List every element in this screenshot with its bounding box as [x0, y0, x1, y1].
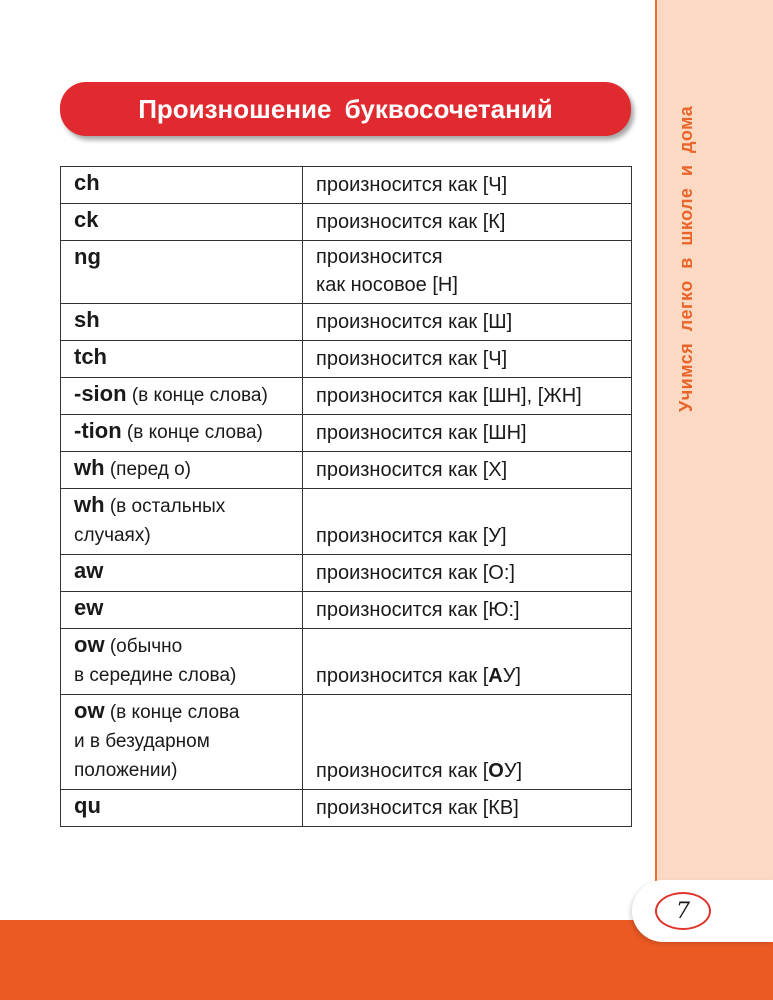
table-row — [61, 167, 632, 204]
table-row — [61, 555, 632, 592]
table-row — [61, 304, 632, 341]
pronunciation-text: произносится как [К] — [316, 211, 506, 233]
page-title: Произношение буквосочетаний — [60, 82, 631, 136]
table-row — [61, 341, 632, 378]
letter-combination: -tion — [74, 418, 122, 443]
pronunciation-text: произносится как [Ч] — [316, 174, 508, 196]
table-row — [61, 241, 632, 304]
table-row — [61, 204, 632, 241]
usage-note: (перед o) — [104, 459, 191, 480]
usage-note: (обычно в середине слова) — [74, 636, 237, 686]
letter-combination: sh — [74, 307, 100, 332]
pronunciation-cell — [303, 452, 632, 489]
pronunciation-cell — [303, 204, 632, 241]
pronunciation-cell — [303, 378, 632, 415]
letter-combination-cell — [61, 452, 303, 489]
letter-combination: tch — [74, 344, 107, 369]
letter-combination-cell — [61, 167, 303, 204]
pronunciation-text: произносится как [Ш] — [316, 311, 513, 333]
table-row — [61, 378, 632, 415]
pronunciation-cell — [303, 304, 632, 341]
letter-combination-cell — [61, 415, 303, 452]
pronunciation-cell — [303, 592, 632, 629]
letter-combination: qu — [74, 793, 101, 818]
pronunciation-text: произносится как [Ю:] — [316, 599, 520, 621]
sidebar-text: Учимся легко в школе и дома — [676, 105, 696, 412]
pronunciation-cell — [303, 790, 632, 827]
letter-combination: wh — [74, 492, 105, 517]
letter-combination-cell — [61, 341, 303, 378]
table-row — [61, 489, 632, 555]
letter-combination: wh — [74, 455, 105, 480]
usage-note: (в конце слова) — [126, 385, 268, 406]
letter-combination-cell — [61, 304, 303, 341]
letter-combination: aw — [74, 558, 104, 583]
pronunciation-text: произносится как [О:] — [316, 562, 515, 584]
pronunciation-cell — [303, 167, 632, 204]
table-row — [61, 695, 632, 790]
pronunciation-text: произносится как [У] — [316, 525, 507, 547]
pronunciation-cell — [303, 341, 632, 378]
letter-combination-cell — [61, 378, 303, 415]
letter-combination-cell — [61, 790, 303, 827]
letter-combination-cell — [61, 695, 303, 790]
letter-combination: ck — [74, 207, 99, 232]
pronunciation-text: произносится как [ШН], [ЖН] — [316, 385, 582, 407]
pronunciation-cell — [303, 489, 632, 555]
stressed-letter: А — [488, 665, 503, 687]
pronunciation-text: произносится как [ — [316, 665, 489, 687]
pronunciation-text: произносится как [КВ] — [316, 797, 519, 819]
side-strip — [655, 0, 773, 920]
pronunciation-cell — [303, 555, 632, 592]
usage-note: (в конце слова) — [121, 422, 263, 443]
table-row — [61, 592, 632, 629]
pronunciation-table — [60, 166, 632, 827]
letter-combination-cell — [61, 629, 303, 695]
letter-combination-cell — [61, 592, 303, 629]
table-row — [61, 452, 632, 489]
pronunciation-text: произносится как [ШН] — [316, 422, 527, 444]
pronunciation-cell — [303, 695, 632, 790]
stressed-letter: О — [488, 760, 504, 782]
letter-combination-cell — [61, 489, 303, 555]
pronunciation-cell — [303, 415, 632, 452]
letter-combination: ch — [74, 170, 100, 195]
table-row — [61, 415, 632, 452]
letter-combination: ow — [74, 698, 105, 723]
pronunciation-cell — [303, 241, 632, 304]
page-number: 7 — [655, 892, 711, 930]
table-row — [61, 790, 632, 827]
usage-note: (в конце слова и в безударном положении) — [74, 702, 240, 781]
letter-combination-cell — [61, 204, 303, 241]
pronunciation-text: произносится как носовое [Н] — [316, 246, 458, 296]
letter-combination-cell — [61, 241, 303, 304]
letter-combination: ng — [74, 244, 101, 269]
pronunciation-cell — [303, 629, 632, 695]
letter-combination-cell — [61, 555, 303, 592]
pronunciation-text: произносится как [Х] — [316, 459, 508, 481]
pronunciation-text-end: У] — [503, 760, 523, 782]
letter-combination: ow — [74, 632, 105, 657]
pronunciation-text: произносится как [ — [316, 760, 489, 782]
letter-combination: -sion — [74, 381, 127, 406]
usage-note: (в остальных случаях) — [74, 496, 226, 546]
pronunciation-text-end: У] — [502, 665, 521, 687]
pronunciation-text: произносится как [Ч] — [316, 348, 508, 370]
letter-combination: ew — [74, 595, 104, 620]
table-row — [61, 629, 632, 695]
